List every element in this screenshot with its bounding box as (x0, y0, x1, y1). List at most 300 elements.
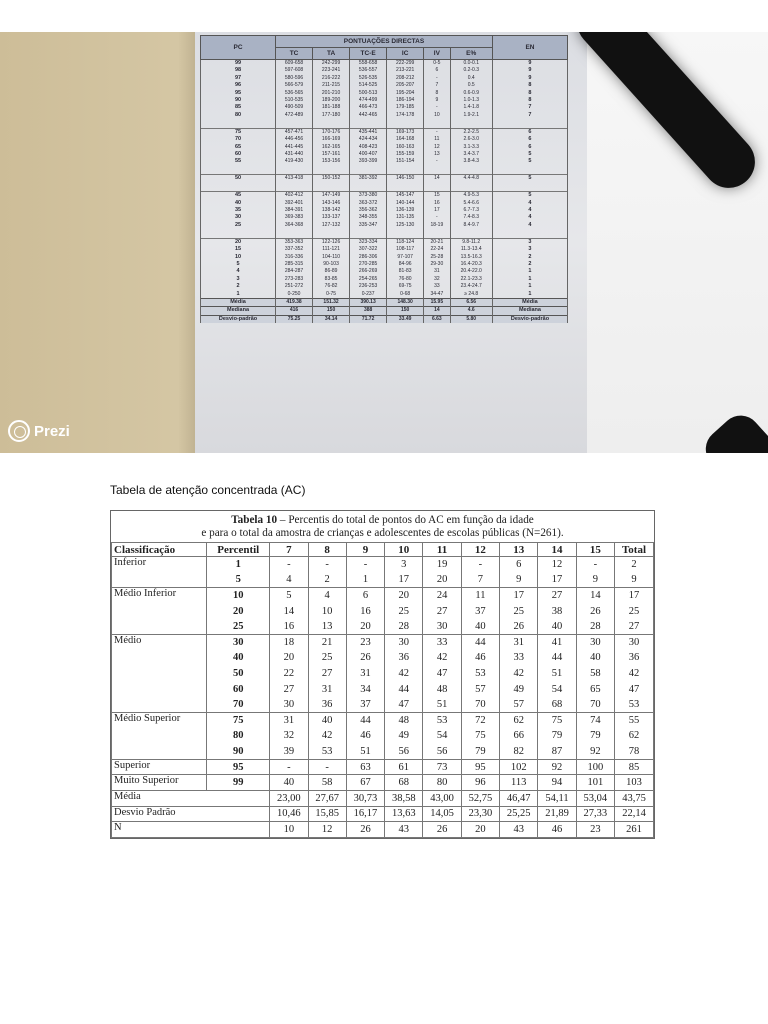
score-cell: 127-132 (313, 222, 350, 229)
score-cell: 609-658 (276, 60, 313, 68)
stat-row (112, 806, 654, 822)
value-cell: 27 (615, 619, 654, 635)
score-cell: 147-149 (313, 192, 350, 200)
score-cell: 7 (424, 82, 450, 89)
value-cell: 42 (385, 666, 423, 682)
score-cell: 510-535 (276, 97, 313, 104)
score-cell: 205-207 (387, 82, 424, 89)
score-cell: 111-121 (313, 246, 350, 253)
score-cell: 222-299 (387, 60, 424, 68)
score-cell: 526-535 (350, 75, 387, 82)
score-cell: 11 (424, 136, 450, 143)
score-cell: 273-283 (276, 276, 313, 283)
header-iv: IV (424, 48, 450, 60)
header-ta: TA (313, 48, 350, 60)
stat-value: 12 (308, 822, 346, 838)
score-cell: 15 (424, 192, 450, 200)
score-cell: 558-658 (350, 60, 387, 68)
score-cell: 7 (492, 104, 567, 111)
section-caption: Tabela de atenção concentrada (AC) (110, 483, 306, 497)
stat-value: 26 (346, 822, 384, 838)
header-tc: TC (276, 48, 313, 60)
score-row (201, 200, 568, 207)
score-cell: 0-250 (276, 291, 313, 299)
score-cell: 96 (201, 82, 276, 89)
stat-value: 15,85 (308, 806, 346, 822)
score-cell: 211-215 (313, 82, 350, 89)
header-e-pct: E% (450, 48, 492, 60)
value-cell: 54 (423, 728, 461, 744)
score-cell: 143-146 (313, 200, 350, 207)
value-cell: 79 (461, 744, 499, 760)
value-cell: 2 (615, 557, 654, 573)
value-cell: 80 (423, 775, 461, 791)
value-cell: 46 (461, 650, 499, 666)
stat-row (201, 307, 568, 315)
value-cell: 30 (423, 619, 461, 635)
value-cell: 27 (423, 603, 461, 619)
spacer-cell (450, 119, 492, 128)
score-cell: 45 (201, 192, 276, 200)
stat-cell: 150 (387, 307, 424, 315)
score-cell: 356-362 (350, 207, 387, 214)
score-cell: 97-107 (387, 254, 424, 261)
value-cell: 33 (500, 650, 538, 666)
table-row (112, 634, 654, 650)
header-en: EN (492, 36, 567, 60)
table10-body (112, 557, 654, 838)
value-cell: 20 (270, 650, 308, 666)
value-cell: 42 (308, 728, 346, 744)
classification-label: Médio Inferior (112, 588, 207, 635)
value-cell: 51 (538, 666, 576, 682)
score-cell: 80 (201, 112, 276, 119)
stat-cell: 15.95 (424, 298, 450, 306)
score-cell: 20 (201, 238, 276, 246)
score-cell: 32 (424, 276, 450, 283)
score-row (201, 246, 568, 253)
column-header: 8 (308, 543, 346, 557)
score-cell: 500-513 (350, 90, 387, 97)
stat-cell: 416 (276, 307, 313, 315)
value-cell: 13 (308, 619, 346, 635)
value-cell: 46 (346, 728, 384, 744)
row-spacer (201, 229, 568, 238)
value-cell: 1 (346, 572, 384, 588)
score-cell: 13 (424, 151, 450, 158)
stat-cell: 71.72 (350, 315, 387, 323)
score-cell: 150-152 (313, 175, 350, 183)
value-cell: 25 (500, 603, 538, 619)
score-cell: 99 (201, 60, 276, 68)
value-cell: 44 (385, 681, 423, 697)
value-cell: 20 (346, 619, 384, 635)
score-cell: - (424, 75, 450, 82)
score-cell: 348-355 (350, 214, 387, 221)
score-cell: 8.4-9.7 (450, 222, 492, 229)
column-header: 14 (538, 543, 576, 557)
classification-label: Médio (112, 634, 207, 712)
score-cell: 254-265 (350, 276, 387, 283)
spacer-cell (450, 183, 492, 192)
spacer-cell (276, 119, 313, 128)
value-cell: 39 (270, 744, 308, 760)
score-cell: 18-19 (424, 222, 450, 229)
score-cell: 4.4-4.8 (450, 175, 492, 183)
value-cell: 19 (423, 557, 461, 573)
score-cell: 1 (492, 283, 567, 290)
percentile-cell: 1 (207, 557, 270, 573)
value-cell: - (308, 759, 346, 775)
stat-value: 10 (270, 822, 308, 838)
value-cell: 17 (500, 588, 538, 604)
score-row (201, 128, 568, 136)
score-cell: 104-110 (313, 254, 350, 261)
value-cell: 75 (538, 712, 576, 728)
score-cell: 164-168 (387, 136, 424, 143)
score-row (201, 112, 568, 119)
value-cell: 62 (615, 728, 654, 744)
score-cell: 6 (492, 136, 567, 143)
score-cell: 145-147 (387, 192, 424, 200)
value-cell: 20 (423, 572, 461, 588)
score-cell: 236-253 (350, 283, 387, 290)
score-cell: 8 (492, 97, 567, 104)
spacer-cell (450, 229, 492, 238)
score-cell: 270-285 (350, 261, 387, 268)
stat-value: 46,47 (500, 790, 538, 806)
score-cell: 472-489 (276, 112, 313, 119)
score-cell: 17 (424, 207, 450, 214)
value-cell: 68 (385, 775, 423, 791)
score-cell: 223-241 (313, 67, 350, 74)
value-cell: 44 (461, 634, 499, 650)
score-cell: 353-363 (276, 238, 313, 246)
score-cell: 140-144 (387, 200, 424, 207)
value-cell: 53 (615, 697, 654, 713)
value-cell: 28 (576, 619, 614, 635)
score-cell: 9.8-11.2 (450, 238, 492, 246)
spacer-cell (424, 166, 450, 175)
value-cell: 27 (270, 681, 308, 697)
score-cell: 2 (492, 254, 567, 261)
score-cell: 0.4 (450, 75, 492, 82)
spacer-cell (424, 183, 450, 192)
stat-cell: 419.38 (276, 298, 313, 306)
value-cell: 9 (615, 572, 654, 588)
score-cell: 181-188 (313, 104, 350, 111)
score-cell: 5.4-6.6 (450, 200, 492, 207)
stat-cell: 34.14 (313, 315, 350, 323)
value-cell: 30 (576, 634, 614, 650)
value-cell: - (576, 557, 614, 573)
value-cell: 92 (576, 744, 614, 760)
score-cell: 4.9-5.3 (450, 192, 492, 200)
value-cell: 16 (270, 619, 308, 635)
row-spacer (201, 183, 568, 192)
table10-title-label: Tabela 10 (231, 514, 278, 526)
score-cell: 23.4-24.7 (450, 283, 492, 290)
score-cell: 3 (492, 246, 567, 253)
score-cell: 151-154 (387, 158, 424, 165)
score-row (201, 192, 568, 200)
value-cell: 74 (576, 712, 614, 728)
table-row (112, 557, 654, 573)
score-row (201, 254, 568, 261)
value-cell: 41 (538, 634, 576, 650)
stat-value: 23 (576, 822, 614, 838)
score-cell: 441-445 (276, 144, 313, 151)
value-cell: 101 (576, 775, 614, 791)
score-row (201, 144, 568, 151)
column-header: 9 (346, 543, 384, 557)
stat-value: 23,00 (270, 790, 308, 806)
value-cell: 21 (308, 634, 346, 650)
score-cell: 40 (201, 200, 276, 207)
score-cell: 90 (201, 97, 276, 104)
classification-label: Médio Superior (112, 712, 207, 759)
score-cell: 20-21 (424, 238, 450, 246)
value-cell: 66 (500, 728, 538, 744)
score-cell: 5 (492, 158, 567, 165)
row-spacer (201, 119, 568, 128)
score-cell: 0.2-0.3 (450, 67, 492, 74)
value-cell: - (461, 557, 499, 573)
spacer-cell (492, 166, 567, 175)
score-row (201, 60, 568, 68)
score-cell: 14 (424, 175, 450, 183)
score-cell: 84-96 (387, 261, 424, 268)
percentile-cell: 5 (207, 572, 270, 588)
score-cell: 11.3-13.4 (450, 246, 492, 253)
value-cell: 5 (270, 588, 308, 604)
value-cell: 11 (461, 588, 499, 604)
stat-value: 38,58 (385, 790, 423, 806)
score-cell: 108-117 (387, 246, 424, 253)
stat-value: 27,33 (576, 806, 614, 822)
score-cell: 400-407 (350, 151, 387, 158)
spacer-cell (276, 229, 313, 238)
value-cell: 47 (615, 681, 654, 697)
value-cell: 82 (500, 744, 538, 760)
value-cell: 63 (346, 759, 384, 775)
value-cell: 72 (461, 712, 499, 728)
stat-value: 27,67 (308, 790, 346, 806)
score-cell: 174-178 (387, 112, 424, 119)
stat-value: 43,00 (423, 790, 461, 806)
value-cell: 54 (538, 681, 576, 697)
score-cell: 402-412 (276, 192, 313, 200)
score-cell: 536-557 (350, 67, 387, 74)
value-cell: 96 (461, 775, 499, 791)
value-cell: 57 (500, 697, 538, 713)
value-cell: 9 (576, 572, 614, 588)
score-cell: 118-124 (387, 238, 424, 246)
value-cell: 17 (538, 572, 576, 588)
score-cell: 323-334 (350, 238, 387, 246)
score-cell: 4 (492, 200, 567, 207)
stat-value: 10,46 (270, 806, 308, 822)
spacer-cell (492, 229, 567, 238)
score-cell: 3.8-4.3 (450, 158, 492, 165)
value-cell: 53 (423, 712, 461, 728)
score-cell: 446-456 (276, 136, 313, 143)
stat-value: 26 (423, 822, 461, 838)
column-header: 11 (423, 543, 461, 557)
value-cell: 75 (461, 728, 499, 744)
value-cell: 79 (538, 728, 576, 744)
score-cell: 97 (201, 75, 276, 82)
score-row (201, 158, 568, 165)
spacer-cell (201, 166, 276, 175)
stat-cell: 6.63 (424, 315, 450, 323)
value-cell: 79 (576, 728, 614, 744)
score-row (201, 67, 568, 74)
table10-header-row (112, 543, 654, 557)
value-cell: 37 (461, 603, 499, 619)
value-cell: 49 (385, 728, 423, 744)
spacer-cell (492, 119, 567, 128)
score-cell: 35 (201, 207, 276, 214)
value-cell: 40 (270, 775, 308, 791)
value-cell: 22 (270, 666, 308, 682)
score-cell: 2 (492, 261, 567, 268)
score-row (201, 104, 568, 111)
score-cell: 431-440 (276, 151, 313, 158)
score-cell: 60 (201, 151, 276, 158)
stat-cell: Mediana (492, 307, 567, 315)
value-cell: 85 (615, 759, 654, 775)
column-header: Percentil (207, 543, 270, 557)
score-cell: 146-150 (387, 175, 424, 183)
table10-title-line2: e para o total da amostra de crianças e adolescentes de escolas públicas (N=261). (201, 527, 564, 539)
score-cell: 413-418 (276, 175, 313, 183)
score-cell: 34-47 (424, 291, 450, 299)
percentile-cell: 60 (207, 681, 270, 697)
score-cell: 7 (492, 112, 567, 119)
score-cell: 7.4-8.3 (450, 214, 492, 221)
score-cell: 22-24 (424, 246, 450, 253)
value-cell: - (270, 557, 308, 573)
stat-value: 43,75 (615, 790, 654, 806)
value-cell: 70 (576, 697, 614, 713)
stat-value: 54,11 (538, 790, 576, 806)
score-cell: 160-163 (387, 144, 424, 151)
score-cell: ≥ 24.8 (450, 291, 492, 299)
stat-value: 43 (500, 822, 538, 838)
score-cell: 5 (492, 151, 567, 158)
stat-label: N (112, 822, 270, 838)
value-cell: 27 (538, 588, 576, 604)
score-cell: 5 (201, 261, 276, 268)
value-cell: 4 (270, 572, 308, 588)
stat-value: 23,30 (461, 806, 499, 822)
value-cell: 16 (346, 603, 384, 619)
value-cell: 47 (385, 697, 423, 713)
score-cell: 157-161 (313, 151, 350, 158)
value-cell: 37 (346, 697, 384, 713)
score-cell: 442-465 (350, 112, 387, 119)
value-cell: 31 (308, 681, 346, 697)
score-cell: 4 (492, 222, 567, 229)
score-cell: 12 (424, 144, 450, 151)
stat-cell: 75.25 (276, 315, 313, 323)
score-cell: 0.5 (450, 82, 492, 89)
stat-value: 53,04 (576, 790, 614, 806)
score-cell: 25 (201, 222, 276, 229)
value-cell: 78 (615, 744, 654, 760)
value-cell: 61 (385, 759, 423, 775)
score-cell: 6.7-7.3 (450, 207, 492, 214)
spacer-cell (387, 119, 424, 128)
score-cell: 4 (492, 214, 567, 221)
column-header: 10 (385, 543, 423, 557)
stat-cell: 388 (350, 307, 387, 315)
value-cell: 26 (576, 603, 614, 619)
score-cell: 4 (492, 207, 567, 214)
value-cell: 44 (346, 712, 384, 728)
stat-label: Desvio Padrão (112, 806, 270, 822)
stat-cell: 151.32 (313, 298, 350, 306)
score-cell: 286-306 (350, 254, 387, 261)
score-cell: 8 (424, 90, 450, 97)
value-cell: 62 (500, 712, 538, 728)
prezi-logo-icon (8, 420, 30, 442)
percentile-cell: 30 (207, 634, 270, 650)
value-cell: 40 (538, 619, 576, 635)
value-cell: 30 (615, 634, 654, 650)
score-cell: 1 (492, 291, 567, 299)
value-cell: 40 (461, 619, 499, 635)
value-cell: 36 (385, 650, 423, 666)
stat-row (201, 315, 568, 323)
value-cell: 48 (385, 712, 423, 728)
percentile-cell: 40 (207, 650, 270, 666)
value-cell: 34 (346, 681, 384, 697)
value-cell: 40 (308, 712, 346, 728)
stat-cell: Desvio-padrão (492, 315, 567, 323)
value-cell: 49 (500, 681, 538, 697)
spacer-cell (313, 183, 350, 192)
spacer-cell (201, 183, 276, 192)
score-cell: 10 (201, 254, 276, 261)
value-cell: 87 (538, 744, 576, 760)
score-cell: 30 (201, 214, 276, 221)
column-header: 15 (576, 543, 614, 557)
score-cell: 1.9-2.1 (450, 112, 492, 119)
stat-row (201, 298, 568, 306)
score-row (201, 276, 568, 283)
score-cell: 9 (424, 97, 450, 104)
score-cell: 0-237 (350, 291, 387, 299)
score-cell: 3.4-3.7 (450, 151, 492, 158)
spacer-cell (424, 119, 450, 128)
percentile-cell: 70 (207, 697, 270, 713)
score-cell: 13.5-16.3 (450, 254, 492, 261)
score-cell: 195-204 (387, 90, 424, 97)
value-cell: 14 (270, 603, 308, 619)
value-cell: 113 (500, 775, 538, 791)
percentile-cell: 99 (207, 775, 270, 791)
score-cell: 86-89 (313, 268, 350, 275)
value-cell: 51 (423, 697, 461, 713)
table10-title-text: – Percentis do total de pontos do AC em função da idade (277, 514, 534, 526)
stat-cell: 148.30 (387, 298, 424, 306)
value-cell: 42 (500, 666, 538, 682)
stat-cell: Média (492, 298, 567, 306)
value-cell: 55 (615, 712, 654, 728)
value-cell: - (308, 557, 346, 573)
